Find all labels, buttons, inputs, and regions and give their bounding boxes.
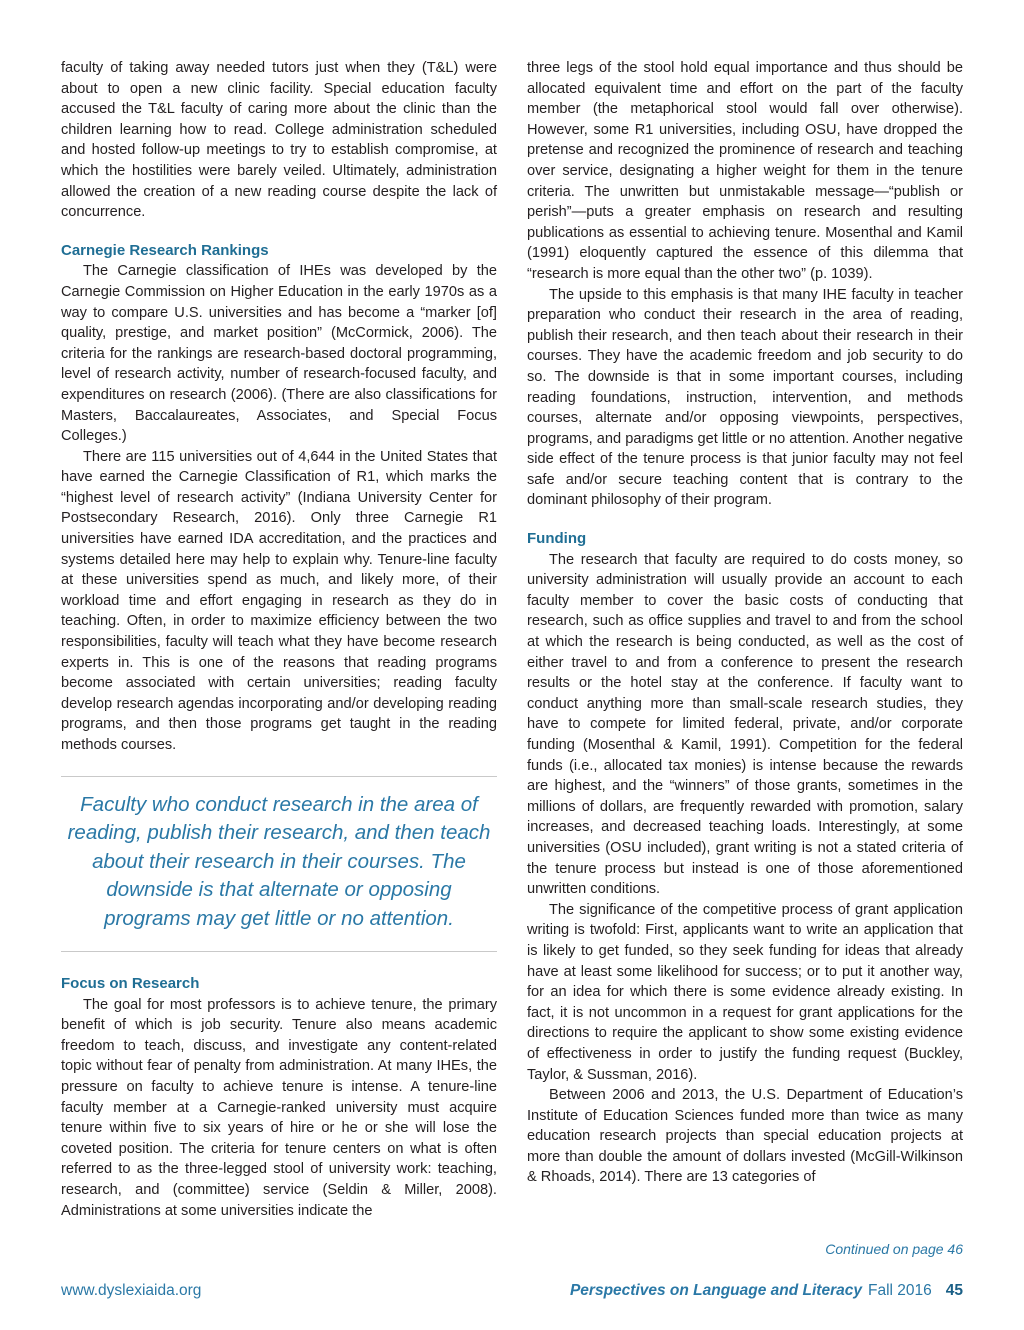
- paragraph-funding-1: The research that faculty are required to do costs money, so university administration will usually provide an account to each faculty member to cover the basic costs of conducting that research, such as office supplies and travel to and from the school at which the research is being conducted, as well as the cost of either travel to and from a conference to present the research results or the hotel stay at the conference. If faculty want to conduct anything more than small-scale research studies, they have to compete for limited federal, private, and/or corporate funding (Mosenthal & Kamil, 1991). Competition for the federal funds (i.e., allocated tax monies) is intense because the rewards are highest, and the “winners” of those grants, sometimes in the millions of dollars, are frequently rewarded with promotion, salary increases, and decreased teaching loads. Interestingly, at some universities (OSU included), grant writing is not a stated criteria of the tenure process but instead is one of those aforementioned unwritten conditions.: [527, 551, 963, 898]
- paragraph-carnegie-2: There are 115 universities out of 4,644 in the United States that have earned the Carnegie Classification of R1, which marks the “highest level of research activity” (Indiana University Center for Postsecondary Research, 2016). Only three Carnegie R1 universities have earned IDA accreditation, and the practices and systems detailed here may help to explain why. Tenure-line faculty at these universities spend as much, and likely more, of their workload time and effort engaging in research as they do in teaching. Often, in order to maximize efficiency between the two responsibilities, faculty will teach what they have become research experts in. This is one of the reasons that reading programs become associated with certain universities; reading faculty develop research agendas incorporating and/or developing reading programs, and then those programs get taught in the reading methods courses.: [61, 448, 497, 753]
- left-column: [61, 58, 497, 1221]
- paragraph-intro: faculty of taking away needed tutors just when they (T&L) were about to open a new clinic facility. Special education faculty accused the T&L faculty of caring more about the clinic than the children learning how to read. College administration scheduled and hosted follow-up meetings to try to establish compromise, at which the hostilities were barely veiled. Ultimately, administration allowed the creation of a new reading course despite the lack of concurrence.: [61, 60, 497, 221]
- heading-carnegie: Carnegie Research Rankings: [61, 241, 269, 259]
- footer-publication: [570, 1282, 963, 1300]
- footer-page-number: 45: [945, 1282, 963, 1299]
- paragraph-focus: The goal for most professors is to achieve tenure, the primary benefit of which is job security. Tenure also means academic freedom to teach, discuss, and investigate any content-related topic without fear of penalty from administration. At many IHEs, the pressure on faculty to achieve tenure is intense. A tenure-line faculty member at a Carnegie-ranked university must acquire tenure within five to six years of hire or he or she will lose the coveted position. The criteria for tenure centers on what is often referred to as the three-legged stool of university work: teaching, research, and (committee) service (Seldin & Miller, 2008). Administrations at some universities indicate the: [61, 996, 497, 1219]
- continued-note[interactable]: Continued on page 46: [825, 1241, 963, 1257]
- footer-url-link[interactable]: www.dyslexiaida.org: [61, 1282, 202, 1299]
- paragraph-upside: The upside to this emphasis is that many IHE faculty in teacher preparation who conduct their research in the area of reading, publish their research, and then teach about their research in their courses. They have the academic freedom and job security to do so. The downside is that in some important courses, including reading foundations, instruction, intervention, and methods courses, alternate and/or opposing viewpoints, perspectives, programs, and paradigms get little or no attention. Another negative side effect of the tenure process is that junior faculty may not feel safe and/or secure teaching content that is contrary to the dominant philosophy of their program.: [527, 286, 963, 509]
- pull-quote: Faculty who conduct research in the area of reading, publish their research, and then teach about their research in their courses. The downside is that alternate or opposing programs may get little or no attention.: [61, 776, 497, 953]
- footer-issue: Fall 2016: [867, 1282, 932, 1299]
- right-column: [527, 58, 963, 1188]
- heading-focus-on-research: Focus on Research: [61, 975, 200, 993]
- paragraph-funding-3: Between 2006 and 2013, the U.S. Department of Education’s Institute of Education Sciences funded more than twice as many education research projects than special education projects at more than double the amount of dollars invested (McGill-Wilkinson & Rhoads, 2014). There are 13 categories of: [527, 1087, 963, 1186]
- page-footer: [61, 1282, 963, 1304]
- heading-funding: Funding: [527, 530, 587, 548]
- paragraph-funding-2: The significance of the competitive process of grant application writing is twofold: First, applicants want to write an application that is likely to get funded, so they seek funding for ideas that already have at least some likelihood for success; or to put it another way, for an idea for which there is some evidence already existing. In fact, it is not uncommon in a request for grant applications for the directions to require the applicant to show some existing evidence of effectiveness in order to justify the funding request (Buckley, Taylor, & Sussman, 2016).: [527, 901, 963, 1083]
- paragraph-carnegie-1: The Carnegie classification of IHEs was developed by the Carnegie Commission on Higher Education in the early 1970s as a way to compare U.S. universities and has become a “marker [of] quality, prestige, and market position” (McCormick, 2006). The criteria for the rankings are research-based doctoral programming, level of research activity, number of research-focused faculty, and expenditures on research (2006). (There are also classifications for Masters, Baccalaureates, Associates, and Special Focus Colleges.): [61, 263, 497, 445]
- footer-journal-title: Perspectives on Language and Literacy: [569, 1282, 862, 1299]
- paragraph-stool: three legs of the stool hold equal importance and thus should be allocated equivalent time and effort on the part of the faculty member (the metaphorical stool would fall over otherwise). However, some R1 universities, including OSU, have dropped the pretense and recognized the prominence of research and teaching over service, designating a higher weight for them in the tenure criteria. The unwritten but unmistakable message—“publish or perish”—puts a greater emphasis on research and resulting publications as essential to achieving tenure. Mosenthal and Kamil (1991) eloquently captured the essence of this dilemma that “research is more equal than the other two” (p. 1039).: [527, 60, 963, 282]
